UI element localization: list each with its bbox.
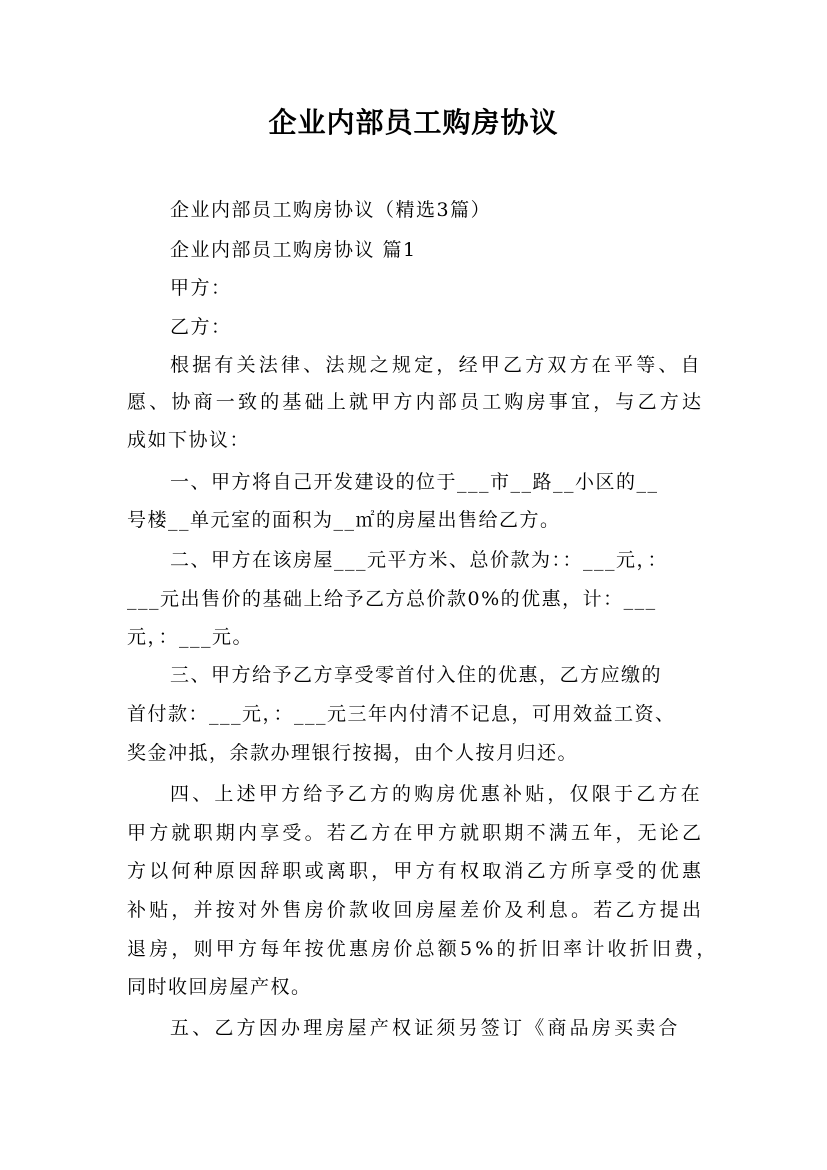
clause-one-line: 一、甲方将自己开发建设的位于___市__路__小区的__ xyxy=(170,471,659,493)
clause-one-line: 号楼__单元室的面积为__㎡的房屋出售给乙方。 xyxy=(127,509,561,531)
clause-two-line: ___元出售价的基础上给予乙方总价款0%的优惠，计：___ xyxy=(127,588,657,610)
clause-three-line: 三、甲方给予乙方享受零首付入住的优惠，乙方应缴的 xyxy=(170,664,663,686)
subtitle-line: 企业内部员工购房协议（精选3篇） xyxy=(170,199,492,221)
party-b-line: 乙方： xyxy=(170,316,232,338)
clause-four-line: 四、上述甲方给予乙方的购房优惠补贴，仅限于乙方在 xyxy=(170,783,703,805)
party-a-line: 甲方： xyxy=(170,277,232,299)
paragraph-line: 根据有关法律、法规之规定，经甲乙方双方在平等、自 xyxy=(170,354,703,376)
clause-five-line: 五、乙方因办理房屋产权证须另签订《商品房买卖合 xyxy=(170,1017,681,1039)
clause-three-line: 奖金冲抵，余款办理银行按揭，由个人按月归还。 xyxy=(127,742,579,764)
clause-two-line: 元，：___元。 xyxy=(127,626,254,648)
paragraph-line: 成如下协议： xyxy=(127,429,251,451)
document-title: 企业内部员工购房协议 xyxy=(268,106,559,139)
paragraph-line: 愿、协商一致的基础上就甲方内部员工购房事宜，与乙方达 xyxy=(127,391,705,413)
clause-four-line: 补贴，并按对外售房价款收回房屋差价及利息。若乙方提出 xyxy=(127,899,705,921)
clause-four-line: 甲方就职期内享受。若乙方在甲方就职期不满五年，无论乙 xyxy=(127,822,705,844)
clause-four-line: 方以何种原因辞职或离职，甲方有权取消乙方所享受的优惠 xyxy=(127,860,705,882)
clause-four-line: 同时收回房屋产权。 xyxy=(127,976,312,998)
section-heading-line: 企业内部员工购房协议 篇1 xyxy=(170,239,417,261)
clause-four-line: 退房，则甲方每年按优惠房价总额5%的折旧率计收折旧费， xyxy=(127,938,719,960)
clause-three-line: 首付款：___元，：___元三年内付清不记息，可用效益工资、 xyxy=(127,703,676,725)
clause-two-line: 二、甲方在该房屋___元平方米、总价款为：：___元，： xyxy=(170,549,669,571)
